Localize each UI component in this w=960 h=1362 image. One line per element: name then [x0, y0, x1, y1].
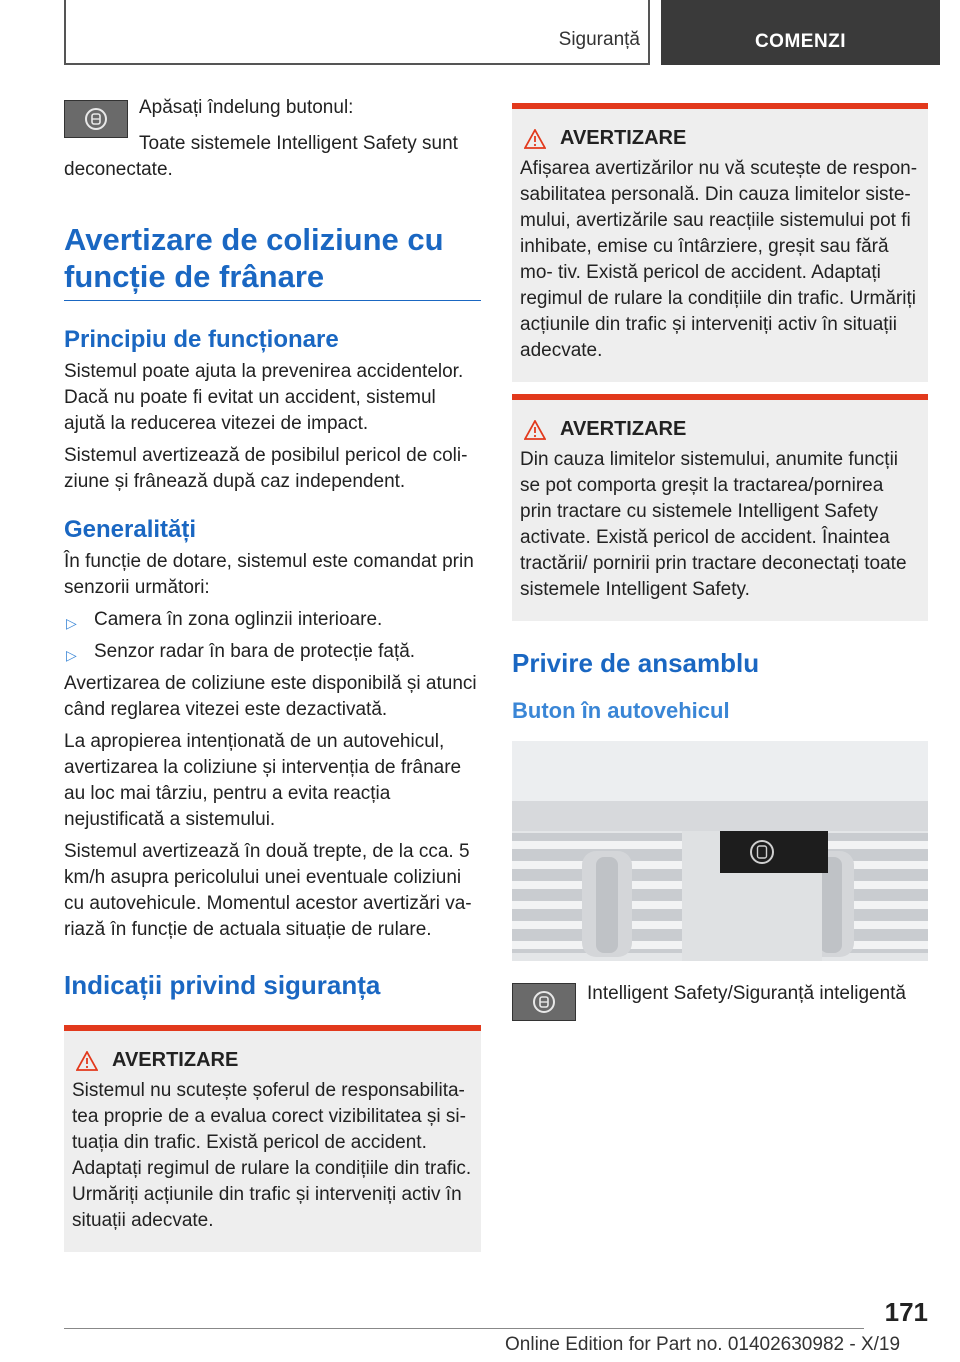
- safety-heading: Indicații privind siguranța: [64, 970, 381, 1000]
- warning-triangle-icon: [524, 129, 546, 149]
- warning-box: [512, 103, 928, 382]
- general-heading: Generalități: [64, 516, 197, 543]
- warning-text: Afișarea avertizărilor nu vă scutește de respon- sabilitatea personală. Din cauza limitelor siste- mului, avertizările sau reacțiile sistemului pot fi inhibate, emise cu întârziere, greșit sau fără mo- tiv. Există pericol de accident. Adaptați regimul de rulare la condițiile din trafic. Urmăriți acțiunile din trafic și interveniți activ în situații adecvate.: [520, 158, 918, 361]
- warning-triangle-icon: [76, 1051, 98, 1071]
- overview-heading: Privire de ansamblu: [512, 648, 760, 678]
- left-air-vent: [512, 833, 692, 957]
- dashboard-button-photo: [512, 741, 928, 961]
- footer-divider: [64, 1328, 864, 1329]
- general-paragraph-3: La apropierea intenționată de un autovehicul, avertizarea la coliziune și intervenția de frânare au loc mai târziu, pentru a evita reacția nejustificată a sistemului.: [64, 731, 462, 830]
- button-instruction-row: [64, 95, 481, 133]
- warning-text: Din cauza limitelor sistemului, anumite funcții se pot comporta greșit la tractarea/pornirea prin tractare cu sistemele Intelligent Safety activate. Există pericol de accident. Înaintea tractării/ pornirii prin tractare deconectați toate sistemele Intelligent Safety.: [520, 449, 907, 600]
- list-item: ▷ Camera în zona oglinzii interioare.: [64, 607, 481, 633]
- edition-footer: Online Edition for Part no. 01402630982 - X/19: [505, 1334, 901, 1355]
- button-result-text: Toate sistemele Intelligent Safety sunt deconectate.: [64, 133, 458, 180]
- chapter-tab[interactable]: COMENZI: [661, 0, 940, 65]
- warning-text: Sistemul nu scutește șoferul de responsabilita- tea proprie de a evalua corect vizibilitatea și si- tuația din trafic. Există pericol de accident. Adaptați regimul de rulare la condițiile din trafic. Urmăriți acțiunile din trafic și interveniți activ în situații adecvate.: [72, 1080, 472, 1231]
- warning-title: AVERTIZARE: [520, 418, 920, 441]
- page-heading: Avertizare de coliziune cu funcție de frânare: [64, 221, 481, 301]
- warning-box: [64, 1025, 481, 1252]
- page-number: 171: [884, 1297, 928, 1327]
- warning-title: AVERTIZARE: [72, 1049, 473, 1072]
- list-item: ▷ Senzor radar în bara de protecție față.: [64, 639, 481, 665]
- principle-heading: Principiu de funcționare: [64, 326, 339, 353]
- principle-paragraph-1: Sistemul poate ajuta la prevenirea accidentelor. Dacă nu poate fi evitat un accident, sistemul ajută la reducerea vitezei de impact.: [64, 361, 464, 434]
- right-column: [512, 103, 928, 1019]
- warning-box: [512, 394, 928, 621]
- triangle-bullet-icon: ▷: [66, 615, 77, 631]
- general-paragraph-2: Avertizarea de coliziune este disponibilă și atunci când reglarea vitezei este dezactivată.: [64, 673, 477, 720]
- intelligent-safety-button-icon: [64, 100, 128, 138]
- button-instruction: Apăsați îndelung butonul:: [139, 97, 354, 118]
- intelligent-safety-button-icon: [512, 983, 576, 1021]
- button-location-heading: Buton în autovehicul: [512, 698, 730, 723]
- principle-paragraph-2: Sistemul avertizează de posibilul pericol de coli- ziune și frânează după caz independent.: [64, 445, 468, 492]
- icon-legend-row: [512, 981, 928, 1019]
- left-column: [64, 95, 481, 1252]
- triangle-bullet-icon: ▷: [66, 647, 77, 663]
- warning-triangle-icon: [524, 420, 546, 440]
- warning-title: AVERTIZARE: [520, 127, 920, 150]
- section-title: Siguranță: [558, 29, 640, 50]
- general-paragraph-4: Sistemul avertizează în două trepte, de la cca. 5 km/h asupra pericolului unei eventuale coliziuni cu autovehicule. Momentul acestor avertizări va- riază în funcție de actuala situație de rulare.: [64, 841, 472, 940]
- icon-caption: Intelligent Safety/Siguranță inteligentă: [587, 983, 906, 1004]
- general-paragraph-1: În funcție de dotare, sistemul este comandat prin senzorii următori:: [64, 551, 474, 598]
